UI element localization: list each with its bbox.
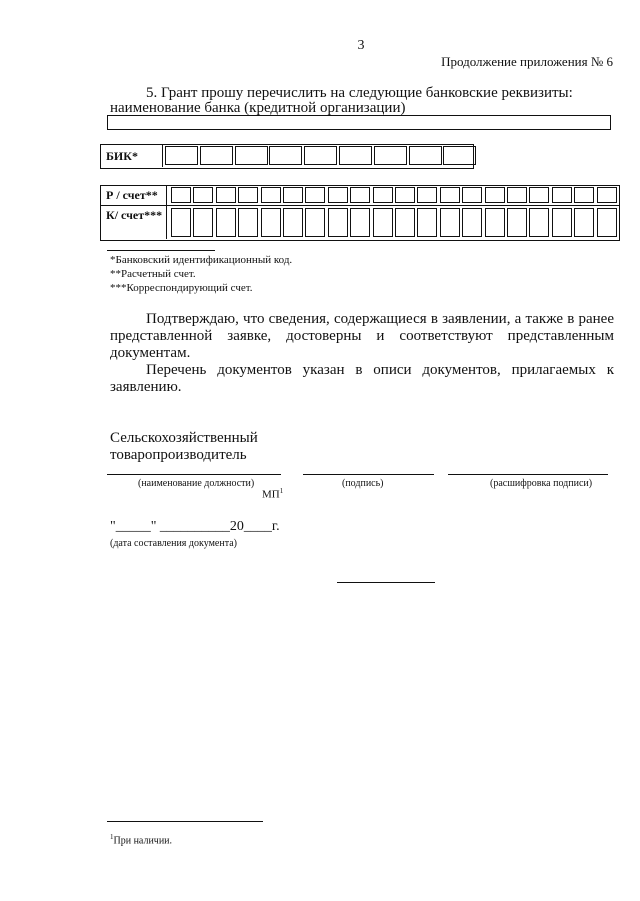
bik-digit-cell[interactable] [409,146,442,165]
rs-digit-cell[interactable] [574,187,594,203]
ks-digit-cell[interactable] [261,208,281,237]
stamp-text: МП [262,488,280,501]
bik-digit-cell[interactable] [269,146,302,165]
signature-caption: (подпись) [342,478,384,489]
rs-digit-cell[interactable] [395,187,415,203]
rs-digit-cell[interactable] [328,187,348,203]
ks-digit-cell[interactable] [373,208,393,237]
bik-digit-cell[interactable] [339,146,372,165]
bottom-footnote-text: При наличии. [113,835,173,847]
bik-digit-cell[interactable] [200,146,233,165]
rs-digit-cell[interactable] [552,187,572,203]
stamp-footnote-mark: 1 [279,487,284,495]
bik-table [100,144,474,169]
account-row-divider [101,205,619,206]
documents-text: Перечень документов указан в описи документов, прилагаемых к заявлению. [110,362,614,395]
rs-digit-cell[interactable] [417,187,437,203]
appendix-note: Продолжение приложения № 6 [441,54,613,69]
rs-label: Р / счет** [101,186,167,205]
decipher-caption: (расшифровка подписи) [490,478,593,489]
footnote-ks: ***Корреспондирующий счет. [110,282,253,294]
account-table [100,185,620,241]
ks-digit-cell[interactable] [328,208,348,237]
ks-digit-cell[interactable] [193,208,213,237]
bik-digit-cell[interactable] [165,146,198,165]
ks-label: К/ счет*** [101,206,167,239]
confirmation-paragraph [110,311,614,396]
ks-digit-cell[interactable] [395,208,415,237]
bik-digit-cell[interactable] [443,146,476,165]
signer-title-line2: товаропроизводитель [110,447,247,463]
grant-instruction: 5. Грант прошу перечислить на следующие банковские реквизиты: [146,85,573,101]
ks-digit-cell[interactable] [507,208,527,237]
rs-digit-cell[interactable] [597,187,617,203]
rs-digit-cell[interactable] [261,187,281,203]
rs-digit-cell[interactable] [462,187,482,203]
footnote-rule [107,250,215,251]
rs-digit-cell[interactable] [171,187,191,203]
ks-digit-cell[interactable] [529,208,549,237]
rs-digit-cell[interactable] [283,187,303,203]
ks-digit-cell[interactable] [462,208,482,237]
bottom-footnote [110,833,172,846]
ks-digit-cell[interactable] [305,208,325,237]
ks-digit-cell[interactable] [552,208,572,237]
rs-digit-cell[interactable] [440,187,460,203]
bik-digit-cell[interactable] [304,146,337,165]
end-rule [337,582,435,583]
rs-digit-cell[interactable] [193,187,213,203]
bik-label: БИК* [101,145,163,167]
rs-digit-cell[interactable] [507,187,527,203]
rs-digit-cell[interactable] [350,187,370,203]
ks-digit-cell[interactable] [597,208,617,237]
page-number: 3 [357,38,365,53]
bank-name-field[interactable] [107,115,611,130]
footnote-bik: *Банковский идентификационный код. [110,254,293,266]
confirmation-text: Подтверждаю, что сведения, содержащиеся в заявлении, а также в ранее представленной заявке, достоверны и соответствуют представленным документам. [110,311,614,361]
ks-digit-cell[interactable] [485,208,505,237]
ks-digit-cell[interactable] [417,208,437,237]
stamp-place [262,487,283,501]
ks-digit-cell[interactable] [574,208,594,237]
ks-digit-cell[interactable] [283,208,303,237]
rs-digit-cell[interactable] [373,187,393,203]
ks-digit-cell[interactable] [216,208,236,237]
bik-digit-cell[interactable] [374,146,407,165]
ks-digit-cell[interactable] [171,208,191,237]
footnote-rs: **Расчетный счет. [110,268,196,280]
date-line[interactable]: "_____" __________20____г. [110,519,280,534]
rs-digit-cell[interactable] [238,187,258,203]
date-caption: (дата составления документа) [110,538,237,549]
ks-digit-cell[interactable] [238,208,258,237]
rs-digit-cell[interactable] [529,187,549,203]
bik-digit-cell[interactable] [235,146,268,165]
signature-line[interactable] [303,474,434,475]
signer-title-line1: Сельскохозяйственный [110,430,258,446]
bottom-footnote-mark: 1 [110,833,114,841]
position-caption: (наименование должности) [138,478,255,489]
rs-digit-cell[interactable] [216,187,236,203]
ks-digit-cell[interactable] [350,208,370,237]
bank-name-label: наименование банка (кредитной организации) [110,100,406,116]
ks-digit-cell[interactable] [440,208,460,237]
bottom-footnote-rule [107,821,263,822]
rs-digit-cell[interactable] [485,187,505,203]
signer-title [110,430,258,464]
position-line[interactable] [107,474,281,475]
rs-digit-cell[interactable] [305,187,325,203]
decipher-line[interactable] [448,474,608,475]
